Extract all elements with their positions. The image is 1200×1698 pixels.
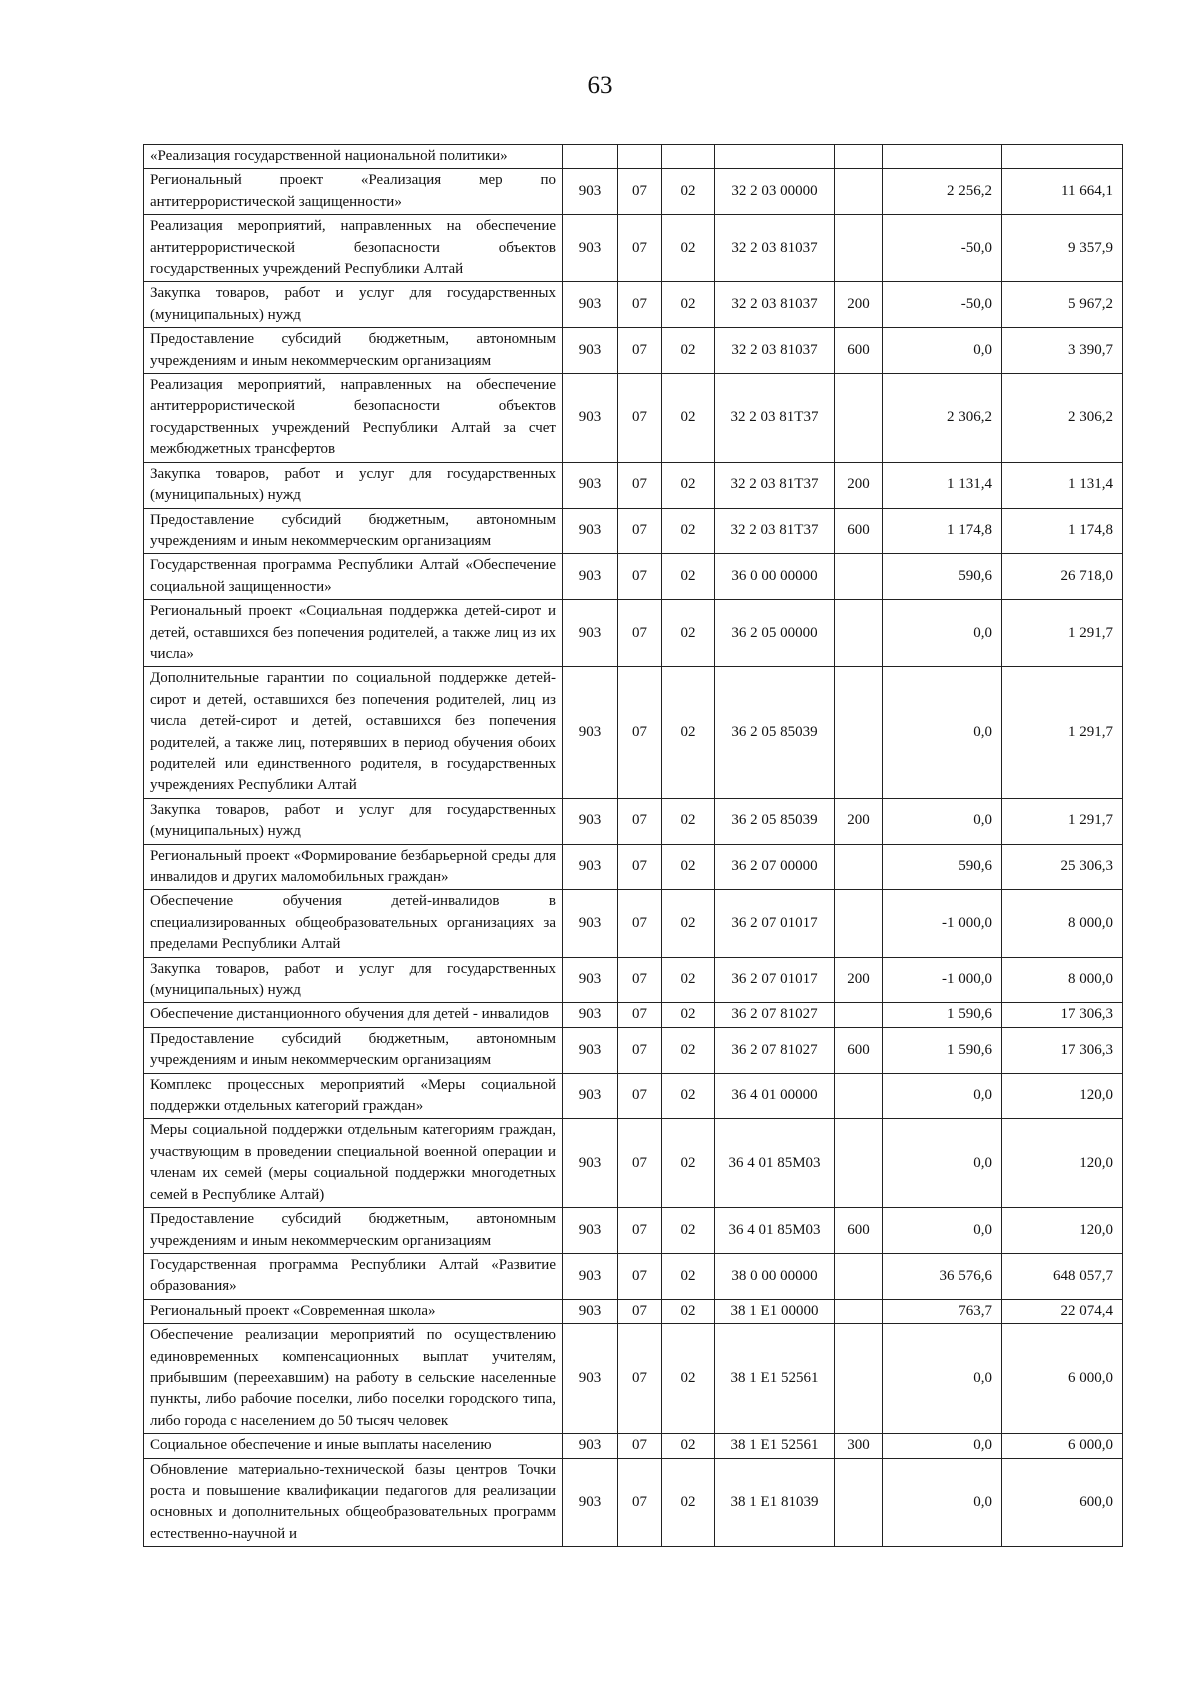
row-subsection-code: 02 [662,282,715,328]
row-name: Меры социальной поддержки отдельным категориям граждан, участвующим в проведении специальной военной операции и членам их семей (меры социальной поддержки многодетных семей в Республике Алтай) [144,1119,563,1208]
row-name: Реализация мероприятий, направленных на обеспечение антитеррористической безопасности объектов государственных учреждений Республики Алтай [144,215,563,282]
row-amount-change: 36 576,6 [883,1253,1002,1299]
table-row [144,1027,1123,1073]
row-ved-code: 903 [563,508,618,554]
row-subsection-code: 02 [662,328,715,374]
row-expense-type: 200 [835,957,883,1003]
row-amount-change: 763,7 [883,1299,1002,1323]
row-amount-change: 0,0 [883,667,1002,798]
row-target-article: 36 2 07 81027 [715,1027,835,1073]
row-amount-total: 6 000,0 [1002,1324,1123,1434]
row-target-article: 32 2 03 81037 [715,282,835,328]
row-name: Региональный проект «Современная школа» [144,1299,563,1323]
row-expense-type [835,1253,883,1299]
row-amount-change [883,145,1002,169]
row-target-article: 36 0 00 00000 [715,554,835,600]
row-target-article: 38 1 Е1 00000 [715,1299,835,1323]
row-target-article: 38 1 Е1 81039 [715,1458,835,1547]
row-expense-type [835,890,883,957]
row-ved-code: 903 [563,1003,618,1027]
row-subsection-code: 02 [662,169,715,215]
row-subsection-code: 02 [662,600,715,667]
row-subsection-code: 02 [662,554,715,600]
row-amount-change: 2 256,2 [883,169,1002,215]
row-name: Обновление материально-технической базы центров Точки роста и повышение квалификации педагогов для реализации основных и дополнительных общеобразовательных программ естественно-научной и [144,1458,563,1547]
table-row [144,1119,1123,1208]
row-section-code: 07 [618,1253,662,1299]
budget-table [143,144,1123,1547]
row-amount-change: -1 000,0 [883,957,1002,1003]
row-name: Региональный проект «Формирование безбарьерной среды для инвалидов и других маломобильных граждан» [144,844,563,890]
row-subsection-code: 02 [662,844,715,890]
row-expense-type [835,145,883,169]
row-amount-total: 8 000,0 [1002,890,1123,957]
row-amount-total: 22 074,4 [1002,1299,1123,1323]
table-row [144,374,1123,463]
row-amount-change: 1 590,6 [883,1003,1002,1027]
table-row [144,957,1123,1003]
table-row [144,1458,1123,1547]
row-amount-change: 0,0 [883,1458,1002,1547]
row-amount-change: 1 174,8 [883,508,1002,554]
row-section-code: 07 [618,215,662,282]
table-row [144,145,1123,169]
row-amount-total: 648 057,7 [1002,1253,1123,1299]
row-target-article: 32 2 03 81037 [715,215,835,282]
row-amount-total: 5 967,2 [1002,282,1123,328]
table-row [144,667,1123,798]
row-section-code: 07 [618,1119,662,1208]
row-amount-change: -50,0 [883,282,1002,328]
row-target-article: 32 2 03 00000 [715,169,835,215]
row-expense-type [835,1119,883,1208]
row-name: Закупка товаров, работ и услуг для государственных (муниципальных) нужд [144,957,563,1003]
row-name: Социальное обеспечение и иные выплаты населению [144,1434,563,1458]
row-ved-code: 903 [563,282,618,328]
row-expense-type: 300 [835,1434,883,1458]
row-subsection-code: 02 [662,462,715,508]
row-section-code: 07 [618,462,662,508]
table-row [144,462,1123,508]
row-amount-total: 6 000,0 [1002,1434,1123,1458]
row-ved-code: 903 [563,1073,618,1119]
row-ved-code: 903 [563,1119,618,1208]
row-amount-change: 0,0 [883,600,1002,667]
row-name: Реализация мероприятий, направленных на обеспечение антитеррористической безопасности объектов государственных учреждений Республики Алтай за счет межбюджетных трансфертов [144,374,563,463]
row-section-code: 07 [618,169,662,215]
row-name: Обеспечение обучения детей-инвалидов в специализированных общеобразовательных организациях за пределами Республики Алтай [144,890,563,957]
row-name: Обеспечение реализации мероприятий по осуществлению единовременных компенсационных выплат учителям, прибывшим (переехавшим) на работу в сельские населенные пункты, либо рабочие поселки, либо поселки городского типа, либо города с населением до 50 тысяч человек [144,1324,563,1434]
row-expense-type [835,1299,883,1323]
row-amount-change: -50,0 [883,215,1002,282]
row-amount-change: 0,0 [883,1434,1002,1458]
row-name: Обеспечение дистанционного обучения для детей - инвалидов [144,1003,563,1027]
row-target-article: 36 2 05 85039 [715,798,835,844]
row-amount-change: 0,0 [883,1324,1002,1434]
row-ved-code: 903 [563,1324,618,1434]
row-amount-total: 1 291,7 [1002,667,1123,798]
row-amount-total: 1 291,7 [1002,600,1123,667]
row-ved-code: 903 [563,215,618,282]
row-amount-change: 0,0 [883,1073,1002,1119]
row-amount-change: 1 131,4 [883,462,1002,508]
row-section-code: 07 [618,1458,662,1547]
row-amount-total: 1 131,4 [1002,462,1123,508]
row-expense-type: 600 [835,508,883,554]
row-expense-type: 600 [835,1027,883,1073]
row-amount-total: 8 000,0 [1002,957,1123,1003]
row-amount-total [1002,145,1123,169]
row-amount-change: 2 306,2 [883,374,1002,463]
row-expense-type: 600 [835,328,883,374]
row-expense-type [835,554,883,600]
row-ved-code: 903 [563,890,618,957]
row-amount-total: 17 306,3 [1002,1003,1123,1027]
row-subsection-code [662,145,715,169]
row-amount-total: 120,0 [1002,1073,1123,1119]
row-section-code: 07 [618,1027,662,1073]
row-expense-type [835,600,883,667]
row-expense-type: 200 [835,462,883,508]
row-ved-code: 903 [563,1027,618,1073]
row-name: Предоставление субсидий бюджетным, автономным учреждениям и иным некоммерческим организациям [144,508,563,554]
row-section-code: 07 [618,957,662,1003]
table-row [144,282,1123,328]
row-ved-code [563,145,618,169]
table-row [144,844,1123,890]
row-subsection-code: 02 [662,508,715,554]
row-amount-change: 0,0 [883,798,1002,844]
row-name: «Реализация государственной национальной политики» [144,145,563,169]
row-amount-total: 600,0 [1002,1458,1123,1547]
row-section-code: 07 [618,667,662,798]
row-amount-change: 590,6 [883,554,1002,600]
row-target-article: 32 2 03 81Т37 [715,462,835,508]
row-target-article: 32 2 03 81037 [715,328,835,374]
row-name: Закупка товаров, работ и услуг для государственных (муниципальных) нужд [144,798,563,844]
row-amount-change: 0,0 [883,1208,1002,1254]
row-section-code: 07 [618,1299,662,1323]
row-amount-total: 120,0 [1002,1119,1123,1208]
row-section-code: 07 [618,844,662,890]
table-row [144,169,1123,215]
table-row [144,1253,1123,1299]
row-target-article: 38 0 00 00000 [715,1253,835,1299]
row-expense-type [835,169,883,215]
row-expense-type [835,1003,883,1027]
row-name: Дополнительные гарантии по социальной поддержке детей-сирот и детей, оставшихся без попечения родителей, лиц из числа детей-сирот и детей, оставшихся без попечения родителей, а также лиц, потерявших в период обучения обоих родителей или единственного родителя, в государственных учреждениях Республики Алтай [144,667,563,798]
row-ved-code: 903 [563,667,618,798]
row-ved-code: 903 [563,1458,618,1547]
row-target-article: 36 4 01 00000 [715,1073,835,1119]
row-amount-total: 120,0 [1002,1208,1123,1254]
row-ved-code: 903 [563,1299,618,1323]
row-amount-change: -1 000,0 [883,890,1002,957]
row-target-article: 36 4 01 85М03 [715,1119,835,1208]
row-ved-code: 903 [563,1208,618,1254]
row-name: Региональный проект «Социальная поддержка детей-сирот и детей, оставшихся без попечения родителей, а также лиц из их числа» [144,600,563,667]
row-amount-total: 3 390,7 [1002,328,1123,374]
table-row [144,798,1123,844]
row-section-code: 07 [618,1003,662,1027]
row-subsection-code: 02 [662,957,715,1003]
row-amount-total: 25 306,3 [1002,844,1123,890]
row-ved-code: 903 [563,328,618,374]
row-expense-type: 600 [835,1208,883,1254]
row-section-code: 07 [618,374,662,463]
row-target-article [715,145,835,169]
row-ved-code: 903 [563,1434,618,1458]
row-subsection-code: 02 [662,1208,715,1254]
row-amount-total: 11 664,1 [1002,169,1123,215]
row-section-code: 07 [618,554,662,600]
row-subsection-code: 02 [662,1253,715,1299]
row-target-article: 36 2 05 00000 [715,600,835,667]
row-section-code [618,145,662,169]
row-name: Закупка товаров, работ и услуг для государственных (муниципальных) нужд [144,462,563,508]
row-subsection-code: 02 [662,1299,715,1323]
row-section-code: 07 [618,1208,662,1254]
table-body [144,145,1123,1547]
row-subsection-code: 02 [662,798,715,844]
row-name: Государственная программа Республики Алтай «Развитие образования» [144,1253,563,1299]
row-amount-change: 1 590,6 [883,1027,1002,1073]
row-expense-type [835,1073,883,1119]
row-subsection-code: 02 [662,1324,715,1434]
row-subsection-code: 02 [662,1434,715,1458]
row-section-code: 07 [618,1324,662,1434]
row-subsection-code: 02 [662,667,715,798]
table-row [144,215,1123,282]
row-amount-total: 1 174,8 [1002,508,1123,554]
row-ved-code: 903 [563,169,618,215]
row-ved-code: 903 [563,1253,618,1299]
row-name: Предоставление субсидий бюджетным, автономным учреждениям и иным некоммерческим организациям [144,1027,563,1073]
row-ved-code: 903 [563,374,618,463]
row-amount-total: 17 306,3 [1002,1027,1123,1073]
row-ved-code: 903 [563,844,618,890]
row-amount-change: 590,6 [883,844,1002,890]
row-subsection-code: 02 [662,1119,715,1208]
table-row [144,1208,1123,1254]
table-row [144,1073,1123,1119]
row-section-code: 07 [618,1434,662,1458]
row-expense-type [835,374,883,463]
row-name: Предоставление субсидий бюджетным, автономным учреждениям и иным некоммерческим организациям [144,1208,563,1254]
row-expense-type: 200 [835,282,883,328]
row-ved-code: 903 [563,600,618,667]
row-amount-change: 0,0 [883,328,1002,374]
row-amount-total: 2 306,2 [1002,374,1123,463]
row-expense-type [835,1324,883,1434]
table-row [144,508,1123,554]
row-section-code: 07 [618,798,662,844]
table-row [144,1003,1123,1027]
row-target-article: 38 1 Е1 52561 [715,1324,835,1434]
row-expense-type [835,844,883,890]
row-target-article: 36 2 07 81027 [715,1003,835,1027]
row-section-code: 07 [618,328,662,374]
row-amount-total: 1 291,7 [1002,798,1123,844]
row-ved-code: 903 [563,554,618,600]
row-target-article: 38 1 Е1 52561 [715,1434,835,1458]
row-target-article: 36 2 07 00000 [715,844,835,890]
row-section-code: 07 [618,508,662,554]
row-expense-type [835,215,883,282]
row-section-code: 07 [618,600,662,667]
row-section-code: 07 [618,282,662,328]
row-section-code: 07 [618,1073,662,1119]
table-row [144,600,1123,667]
row-ved-code: 903 [563,798,618,844]
row-ved-code: 903 [563,957,618,1003]
row-section-code: 07 [618,890,662,957]
row-target-article: 36 4 01 85М03 [715,1208,835,1254]
row-subsection-code: 02 [662,1458,715,1547]
row-subsection-code: 02 [662,1027,715,1073]
row-subsection-code: 02 [662,1003,715,1027]
row-amount-total: 9 357,9 [1002,215,1123,282]
row-target-article: 36 2 05 85039 [715,667,835,798]
row-target-article: 32 2 03 81Т37 [715,508,835,554]
row-expense-type [835,1458,883,1547]
table-row [144,1324,1123,1434]
table-row [144,1434,1123,1458]
page-number: 63 [587,72,613,99]
row-ved-code: 903 [563,462,618,508]
row-target-article: 32 2 03 81Т37 [715,374,835,463]
row-target-article: 36 2 07 01017 [715,890,835,957]
table-row [144,328,1123,374]
row-subsection-code: 02 [662,374,715,463]
table-row [144,890,1123,957]
row-amount-change: 0,0 [883,1119,1002,1208]
row-amount-total: 26 718,0 [1002,554,1123,600]
row-subsection-code: 02 [662,1073,715,1119]
row-expense-type: 200 [835,798,883,844]
row-name: Комплекс процессных мероприятий «Меры социальной поддержки отдельных категорий граждан» [144,1073,563,1119]
row-name: Предоставление субсидий бюджетным, автономным учреждениям и иным некоммерческим организациям [144,328,563,374]
row-subsection-code: 02 [662,890,715,957]
table-row [144,554,1123,600]
row-name: Региональный проект «Реализация мер по антитеррористической защищенности» [144,169,563,215]
table-row [144,1299,1123,1323]
row-expense-type [835,667,883,798]
row-subsection-code: 02 [662,215,715,282]
row-name: Закупка товаров, работ и услуг для государственных (муниципальных) нужд [144,282,563,328]
row-target-article: 36 2 07 01017 [715,957,835,1003]
row-name: Государственная программа Республики Алтай «Обеспечение социальной защищенности» [144,554,563,600]
